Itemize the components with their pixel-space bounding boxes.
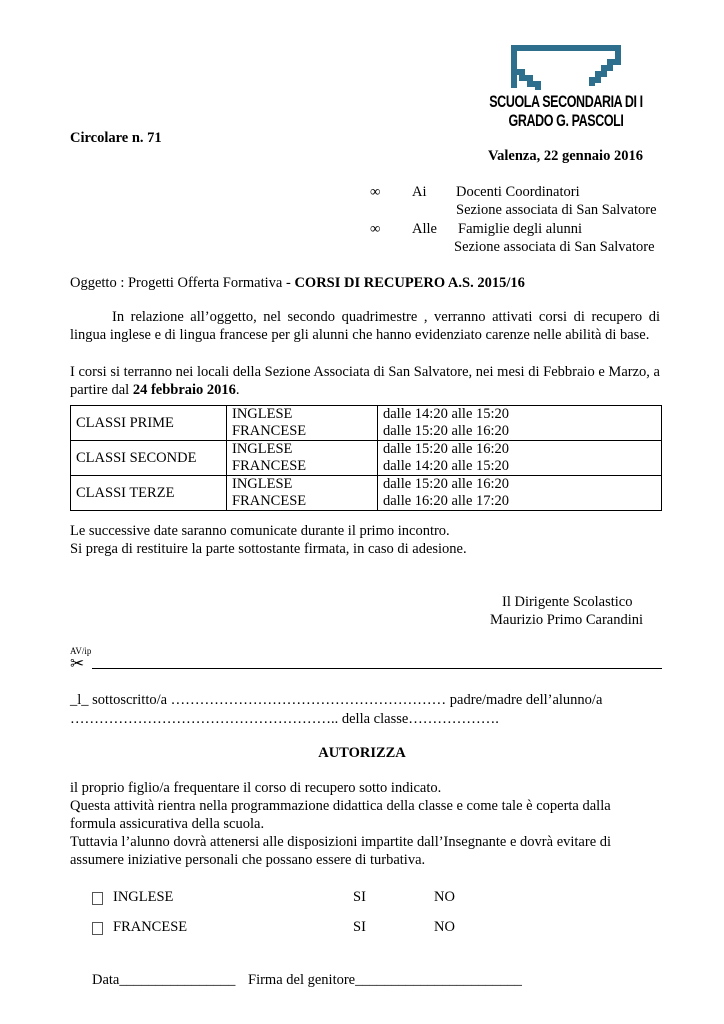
checkbox-inglese[interactable] bbox=[92, 892, 103, 905]
initials: AV/ip bbox=[70, 646, 92, 656]
signature-role: Il Dirigente Scolastico bbox=[502, 594, 633, 610]
subject-prefix: Oggetto : Progetti Offerta Formativa - bbox=[70, 275, 295, 291]
option-label: FRANCESE bbox=[113, 919, 188, 935]
body-paragraph-1: In relazione all’oggetto, nel secondo quadrimestre , verranno attivati corsi di recupero di lingua inglese e di lingua francese per gli alunni che hanno evidenziato carenze nelle abilità di base. bbox=[70, 309, 660, 343]
form-line-2: ……………………………………………….. della classe………………. bbox=[70, 711, 499, 727]
language-2: FRANCESE bbox=[232, 458, 307, 474]
table-cell-class: CLASSI PRIME bbox=[71, 406, 227, 441]
authorization-title: AUTORIZZA bbox=[318, 745, 406, 761]
table-cell-class: CLASSI TERZE bbox=[71, 476, 227, 511]
option-no: NO bbox=[434, 889, 455, 905]
recipient-prefix: Ai bbox=[412, 184, 427, 200]
parent-signature-field[interactable]: Firma del genitore_______________________ bbox=[248, 972, 522, 988]
form-paragraph-1: il proprio figlio/a frequentare il corso di recupero sotto indicato. bbox=[70, 780, 442, 796]
courses-table bbox=[70, 405, 662, 511]
recipient-line: Sezione associata di San Salvatore bbox=[454, 239, 655, 255]
table-row bbox=[71, 441, 662, 476]
table-cell-language bbox=[227, 476, 378, 511]
signature-name: Maurizio Primo Carandini bbox=[490, 612, 644, 628]
recipient-line: Docenti Coordinatori bbox=[456, 184, 580, 200]
time-2: dalle 15:20 alle 16:20 bbox=[383, 423, 510, 439]
checkbox-francese[interactable] bbox=[92, 922, 103, 935]
recipient-line: Famiglie degli alunni bbox=[458, 221, 583, 237]
date-field[interactable]: Data________________ bbox=[92, 972, 236, 988]
form-paragraph-2: Questa attività rientra nella programmazione didattica della classe e come tale è coperta dalla formula assicurativa della scuola. bbox=[70, 798, 611, 832]
table-cell-times bbox=[378, 441, 662, 476]
option-no: NO bbox=[434, 919, 455, 935]
document-date: Valenza, 22 gennaio 2016 bbox=[488, 148, 643, 164]
circolare-number: Circolare n. 71 bbox=[70, 130, 162, 146]
table-cell-language bbox=[227, 441, 378, 476]
school-logo-text: SCUOLA SECONDARIA DI I GRADO G. PASCOLI bbox=[489, 92, 643, 130]
subject-line bbox=[70, 275, 525, 292]
option-label: INGLESE bbox=[113, 889, 174, 905]
start-date: 24 febbraio 2016 bbox=[132, 381, 236, 398]
recipient-line: Sezione associata di San Salvatore bbox=[456, 202, 657, 218]
recipient-bullet-icon: ∞ bbox=[370, 221, 381, 237]
scissors-icon: ✂ bbox=[70, 654, 85, 674]
form-paragraph-3: Tuttavia l’alunno dovrà attenersi alle disposizioni impartite dall’Insegnante e dovrà evitare di assumere iniziative personali che possano essere di turbativa. bbox=[70, 834, 612, 868]
time-2: dalle 14:20 alle 15:20 bbox=[383, 458, 510, 474]
language-2: FRANCESE bbox=[232, 423, 307, 439]
body-paragraph-2-text: I corsi si terranno nei locali della Sezione Associata di San Salvatore, nei mesi di Febbraio e Marzo, a partire dal bbox=[70, 364, 660, 398]
time-1: dalle 15:20 alle 16:20 bbox=[383, 476, 510, 492]
form-line-1: _l_ sottoscritto/a ………………………………………………… padre/madre dell’alunno/a bbox=[70, 692, 603, 708]
option-yes: SI bbox=[353, 919, 366, 935]
language-1: INGLESE bbox=[232, 441, 293, 457]
note-line-1: Le successive date saranno comunicate durante il primo incontro. bbox=[70, 523, 450, 539]
school-logo-icon bbox=[508, 44, 628, 92]
body-paragraph-2 bbox=[70, 364, 660, 399]
time-1: dalle 14:20 alle 15:20 bbox=[383, 406, 510, 422]
table-row bbox=[71, 406, 662, 441]
option-yes: SI bbox=[353, 889, 366, 905]
body-paragraph-2-end: . bbox=[235, 381, 240, 398]
note-line-2: Si prega di restituire la parte sottostante firmata, in caso di adesione. bbox=[70, 541, 467, 557]
language-2: FRANCESE bbox=[232, 493, 307, 509]
table-cell-class: CLASSI SECONDE bbox=[71, 441, 227, 476]
recipient-bullet-icon: ∞ bbox=[370, 184, 381, 200]
table-cell-times bbox=[378, 476, 662, 511]
table-cell-language bbox=[227, 406, 378, 441]
table-row bbox=[71, 476, 662, 511]
language-1: INGLESE bbox=[232, 476, 293, 492]
cut-line bbox=[92, 668, 662, 669]
time-1: dalle 15:20 alle 16:20 bbox=[383, 441, 510, 457]
time-2: dalle 16:20 alle 17:20 bbox=[383, 493, 510, 509]
recipient-prefix: Alle bbox=[412, 221, 437, 237]
subject-title: CORSI DI RECUPERO A.S. 2015/16 bbox=[294, 275, 525, 291]
language-1: INGLESE bbox=[232, 406, 293, 422]
table-cell-times bbox=[378, 406, 662, 441]
